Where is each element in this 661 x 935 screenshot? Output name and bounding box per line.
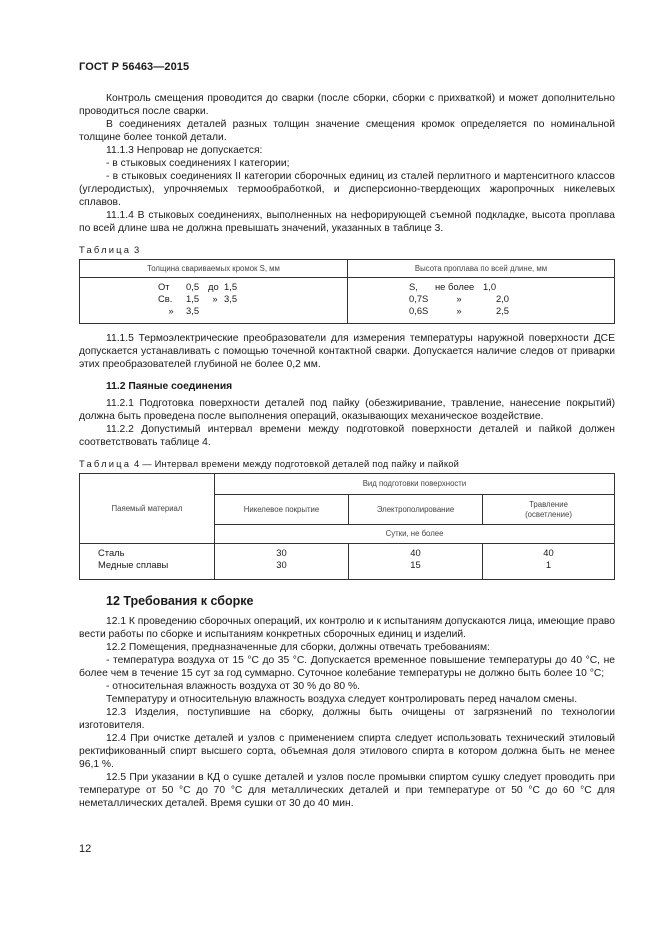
table-3-r1-c2b: не более: [435, 281, 475, 292]
table-3-r3-c2c: 2,5: [495, 305, 509, 316]
table-4-col-material-header: Паяемый материал: [80, 474, 215, 544]
table-4-material-name: Сталь: [98, 547, 125, 558]
clause-11-1-3-title: 11.1.3 Непровар не допускается:: [106, 145, 263, 156]
table-3-caption-number: 3: [133, 244, 140, 255]
table-3-r2-c1b: 1,5: [186, 293, 200, 304]
table-3-r1-c1c: до: [208, 281, 219, 292]
clause-12-2: 12.2 Помещения, предназначенные для сборки, должны отвечать требованиям:: [106, 642, 490, 653]
table-3-r3-c1b: 3,5: [186, 305, 200, 316]
table-3-height-cell: [348, 278, 615, 324]
document-code: ГОСТ Р 56463—2015: [79, 61, 190, 73]
table-4-header-row-1: [80, 474, 615, 495]
paragraph-offset-thickness: В соединениях деталей разных толщин значение смещения кромок определяется по номинальной толщине более тонкой детали.: [79, 119, 615, 143]
page-content: [79, 92, 615, 810]
table-3-caption-prefix: Таблица: [79, 244, 132, 255]
table-3-header-row: [80, 260, 615, 278]
clause-11-1-5: 11.1.5 Термоэлектрические преобразователи для измерения температуры наружной поверхности ДСЕ допускается устанавливать с помощью точечной контактной сварки. Допускается наличие следов от приварки этих преобразователей глубиной не более 0,2 мм.: [79, 333, 615, 370]
table-4-nickel-cell: [215, 544, 349, 580]
table-3-height-row: [409, 293, 614, 305]
clause-12-3: 12.3 Изделия, поступившие на сборку, должны быть очищены от загрязнений по технологии изготовителя.: [79, 707, 615, 731]
table-4-materials-cell: [80, 544, 215, 580]
table-3-r3-c2b: »: [456, 305, 462, 316]
clause-12-1: 12.1 К проведению сборочных операций, их контролю и к испытаниям допускаются лица, имеющие право вести работы по сборке и испытаниям конкретных сборочных единиц и изделий.: [79, 616, 615, 640]
clause-12-2-humidity: - относительная влажность воздуха от 30 % до 80 %.: [106, 681, 360, 692]
table-3-r3-c1d: [224, 305, 250, 317]
table-3-col-thickness-header: Толщина свариваемых кромок S, мм: [80, 260, 348, 278]
table-3-r3-c1c: [208, 305, 222, 317]
table-4-electropolish-cell: [349, 544, 483, 580]
table-3-body-row: [80, 278, 615, 324]
clause-12-4: 12.4 При очистке деталей и узлов с применением спирта следует использовать технический этиловый ректификованный спирт высшего сорта, объемная доля этилового спирта в котором должна быть не менее 96,1 %.: [79, 733, 615, 770]
table-4-caption-text: — Интервал времени между подготовкой деталей под пайку и пайкой: [142, 458, 460, 469]
table-3-r2-c1c: »: [212, 293, 218, 304]
clause-12-5: 12.5 При указании в КД о сушке деталей и узлов после промывки спиртом сушку следует проводить при температуре от 50 °С до 70 °С для металлических деталей и при температуре от 50 °С до 60 °С для неметаллических деталей. Время сушки от 30 до 40 мин.: [79, 772, 615, 809]
table-4-col-nickel-header: Никелевое покрытие: [215, 495, 349, 525]
table-4-steel-nickel: 30: [276, 547, 287, 558]
clause-12-2-temperature: - температура воздуха от 15 °С до 35 °С. Допускается временное повышение температуры до 40 °С, не более чем в течение 15 сут за год суммарно. Суточное колебание температуры не должно быть более 10 °С;: [79, 655, 615, 679]
table-3-r2-c2b: »: [456, 293, 462, 304]
table-4-body-row: [80, 544, 615, 580]
clause-11-1-4: 11.1.4 В стыковых соединениях, выполненных на нефорирующей съемной подкладке, высота проплава по всей длине шва не должна превышать значений, указанных в таблице 3.: [79, 210, 615, 234]
section-12-title: 12 Требования к сборке: [106, 594, 254, 608]
table-3-height-row: [409, 305, 614, 317]
table-3: [79, 259, 615, 324]
table-3-r1-c2c: 1,0: [483, 281, 497, 292]
table-3-caption: [79, 243, 615, 256]
table-4-copper-electropolish: 15: [410, 559, 421, 570]
table-3-r2-c2c: 2,0: [495, 293, 509, 304]
section-11-2-title: 11.2 Паяные соединения: [106, 381, 233, 392]
table-4-copper-nickel: 30: [276, 559, 287, 570]
table-4-group-header: Вид подготовки поверхности: [215, 474, 615, 495]
table-4-col-etching-label: Травление (осветление): [525, 499, 572, 519]
table-4-caption: [79, 457, 615, 470]
table-3-r1-c1a: От: [158, 281, 170, 292]
table-3-r1-c1d: 1,5: [224, 281, 238, 292]
table-3-thickness-row: [158, 293, 347, 305]
table-4: [79, 473, 615, 580]
table-3-col-height-header: Высота проплава по всей длине, мм: [348, 260, 615, 278]
clause-11-1-3-item-2: - в стыковых соединениях II категории сборочных единиц из сталей перлитного и мартенситного классов (углеродистых), упрочняемых термообработкой, и дисперсионно-твердеющих жаропрочных никелевых сплавов.: [79, 171, 615, 208]
table-3-height-row: [409, 281, 614, 293]
table-4-steel-etching: 40: [543, 547, 554, 558]
table-4-col-electropolish-header: Электрополирование: [349, 495, 483, 525]
table-4-steel-electropolish: 40: [410, 547, 421, 558]
table-3-r2-c1a: Св.: [158, 293, 173, 304]
table-4-copper-etching: 1: [545, 559, 552, 570]
table-4-col-etching-header: [483, 495, 615, 525]
table-4-etching-cell: [483, 544, 615, 580]
table-3-r2-c2a: 0,7S: [409, 293, 429, 304]
table-4-material-name: Медные сплавы: [98, 559, 169, 570]
table-4-caption-number: 4: [133, 458, 140, 469]
clause-11-1-3-item-1: - в стыковых соединениях I категории;: [106, 158, 290, 169]
table-4-units-header: Сутки, не более: [215, 525, 615, 544]
clause-12-2-control: Температуру и относительную влажность воздуха следует контролировать перед началом смены.: [106, 694, 578, 705]
table-3-r3-c1a: »: [168, 305, 174, 316]
table-3-r2-c1d: 3,5: [224, 293, 238, 304]
table-3-r1-c1b: 0,5: [186, 281, 200, 292]
table-3-r3-c2a: 0,6S: [409, 305, 429, 316]
paragraph-offset-control: Контроль смещения проводится до сварки (после сборки, сборки с прихваткой) и может дополнительно проводиться после сварки.: [79, 93, 615, 117]
clause-11-2-1: 11.2.1 Подготовка поверхности деталей под пайку (обезжиривание, травление, нанесение покрытий) должна быть проведена после выполнения операций, оказывающих механическое воздействие.: [79, 398, 615, 422]
table-3-r1-c2a: S,: [409, 281, 418, 292]
table-3-thickness-row: [158, 281, 347, 293]
table-3-thickness-cell: [80, 278, 348, 324]
clause-11-2-2: 11.2.2 Допустимый интервал времени между подготовкой поверхности деталей и пайкой должен соответствовать таблице 4.: [79, 424, 615, 448]
table-4-caption-prefix: Таблица: [79, 458, 132, 469]
page-number: 12: [79, 843, 92, 855]
table-3-thickness-row: [158, 305, 347, 317]
